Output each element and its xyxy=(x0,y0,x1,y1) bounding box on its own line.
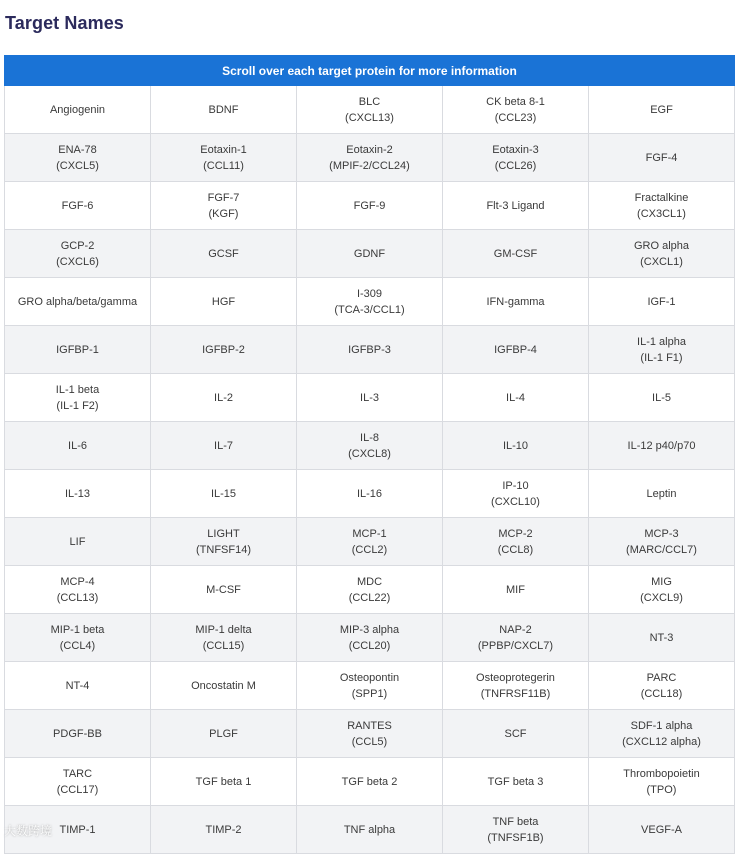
target-protein-cell[interactable] xyxy=(443,278,589,326)
target-protein-cell[interactable] xyxy=(5,710,151,758)
target-name: MIP-1 delta xyxy=(195,623,252,636)
table-header-instruction: Scroll over each target protein for more information xyxy=(5,56,735,86)
target-protein-cell[interactable] xyxy=(589,614,735,662)
target-alias: (CCL13) xyxy=(56,591,99,604)
target-protein-cell[interactable] xyxy=(443,806,589,854)
target-protein-cell[interactable] xyxy=(151,758,297,806)
target-alias: (CCL20) xyxy=(348,639,391,652)
target-protein-cell[interactable] xyxy=(5,662,151,710)
target-name: IL-3 xyxy=(360,391,379,404)
target-protein-cell[interactable] xyxy=(5,758,151,806)
target-names-table xyxy=(4,55,735,854)
table-row xyxy=(5,758,735,806)
target-protein-cell[interactable] xyxy=(443,662,589,710)
target-name: IL-7 xyxy=(214,439,233,452)
table-row xyxy=(5,566,735,614)
target-protein-cell[interactable] xyxy=(589,662,735,710)
target-alias: (CCL23) xyxy=(494,111,537,124)
target-name: Eotaxin-2 xyxy=(346,143,393,156)
target-alias: (CX3CL1) xyxy=(637,207,686,220)
target-name: IGFBP-2 xyxy=(202,343,245,356)
target-protein-cell[interactable] xyxy=(589,86,735,134)
table-row xyxy=(5,470,735,518)
target-name: IL-8 xyxy=(360,431,379,444)
target-name: RANTES xyxy=(347,719,392,732)
target-alias: (CCL26) xyxy=(494,159,537,172)
target-name: NAP-2 xyxy=(499,623,532,636)
target-protein-cell[interactable] xyxy=(151,470,297,518)
target-name: MCP-4 xyxy=(60,575,95,588)
target-alias: (CXCL5) xyxy=(56,159,99,172)
target-name: CK beta 8-1 xyxy=(486,95,545,108)
table-row xyxy=(5,710,735,758)
target-name: IL-10 xyxy=(502,439,529,452)
target-name: Angiogenin xyxy=(49,103,106,116)
target-name: SCF xyxy=(504,727,527,740)
table-row xyxy=(5,374,735,422)
target-name: FGF-4 xyxy=(645,151,678,164)
target-protein-cell[interactable] xyxy=(151,278,297,326)
target-alias: (CCL15) xyxy=(202,639,245,652)
target-protein-cell[interactable] xyxy=(151,326,297,374)
target-name: FGF-7 xyxy=(207,191,240,204)
target-name: ENA-78 xyxy=(58,143,97,156)
target-name: IL-16 xyxy=(356,487,383,500)
target-name: PDGF-BB xyxy=(53,727,102,740)
target-alias: (CCL22) xyxy=(348,591,391,604)
target-name: MCP-3 xyxy=(644,527,679,540)
target-alias: (CCL11) xyxy=(203,159,244,172)
target-protein-cell[interactable] xyxy=(443,230,589,278)
target-protein-cell[interactable] xyxy=(5,134,151,182)
target-alias: (TNFSF1B) xyxy=(487,831,544,844)
target-alias: (CCL8) xyxy=(497,543,534,556)
target-protein-cell[interactable] xyxy=(443,86,589,134)
target-protein-cell[interactable] xyxy=(589,230,735,278)
target-protein-cell[interactable] xyxy=(443,518,589,566)
target-protein-cell[interactable] xyxy=(151,566,297,614)
target-name: GM-CSF xyxy=(493,247,538,260)
target-protein-cell[interactable] xyxy=(589,710,735,758)
target-protein-cell[interactable] xyxy=(5,86,151,134)
target-protein-cell[interactable] xyxy=(297,374,443,422)
target-name: Eotaxin-3 xyxy=(492,143,539,156)
table-row xyxy=(5,806,735,854)
target-name: IL-1 beta xyxy=(55,383,100,396)
table-row xyxy=(5,422,735,470)
target-name: IFN-gamma xyxy=(486,295,545,308)
target-protein-cell[interactable] xyxy=(5,422,151,470)
target-alias: (CCL5) xyxy=(351,735,388,748)
target-protein-cell[interactable] xyxy=(5,374,151,422)
target-name: Oncostatin M xyxy=(191,679,256,692)
watermark-logo: 大数跨境 xyxy=(4,824,53,838)
target-protein-cell[interactable] xyxy=(589,758,735,806)
target-protein-cell[interactable] xyxy=(589,182,735,230)
target-name: FGF-6 xyxy=(61,199,94,212)
target-name: M-CSF xyxy=(206,583,241,596)
target-name: Fractalkine xyxy=(634,191,689,204)
table-row xyxy=(5,326,735,374)
target-protein-cell[interactable] xyxy=(589,470,735,518)
target-name: Eotaxin-1 xyxy=(200,143,247,156)
target-alias: (TNFRSF11B) xyxy=(480,687,551,700)
table-header-row xyxy=(5,56,735,86)
target-protein-cell[interactable] xyxy=(443,134,589,182)
target-name: IGFBP-4 xyxy=(494,343,537,356)
target-protein-cell[interactable] xyxy=(5,326,151,374)
target-protein-cell[interactable] xyxy=(297,422,443,470)
target-protein-cell[interactable] xyxy=(5,278,151,326)
target-protein-cell[interactable] xyxy=(297,86,443,134)
target-protein-cell[interactable] xyxy=(443,326,589,374)
target-protein-cell[interactable] xyxy=(151,662,297,710)
target-protein-cell[interactable] xyxy=(5,566,151,614)
table-row xyxy=(5,134,735,182)
target-name: IL-15 xyxy=(210,487,237,500)
target-name: Leptin xyxy=(646,487,677,500)
target-alias: (MPIF-2/CCL24) xyxy=(329,159,410,172)
target-protein-cell[interactable] xyxy=(443,710,589,758)
target-name: BDNF xyxy=(208,103,239,116)
target-name: NT-4 xyxy=(65,679,90,692)
target-alias: (TPO) xyxy=(646,783,677,796)
target-name: GCP-2 xyxy=(60,239,95,252)
target-name: TNF beta xyxy=(492,815,539,828)
target-name: MIG xyxy=(651,575,672,588)
target-protein-cell[interactable] xyxy=(297,614,443,662)
target-protein-cell[interactable] xyxy=(589,422,735,470)
target-name: MCP-2 xyxy=(498,527,533,540)
target-alias: (KGF) xyxy=(208,207,239,220)
target-protein-cell[interactable] xyxy=(297,182,443,230)
target-name: NT-3 xyxy=(649,631,674,644)
target-name: GRO alpha xyxy=(633,239,690,252)
target-name: IL-6 xyxy=(68,439,87,452)
target-name: TIMP-1 xyxy=(59,823,96,836)
target-name: GDNF xyxy=(353,247,386,260)
target-name: MIF xyxy=(506,583,525,596)
table-row xyxy=(5,662,735,710)
target-alias: (TNFSF14) xyxy=(196,543,251,556)
target-protein-cell[interactable] xyxy=(297,134,443,182)
target-protein-cell[interactable] xyxy=(589,806,735,854)
target-name: TNF alpha xyxy=(343,823,396,836)
target-name: TIMP-2 xyxy=(205,823,242,836)
target-name: IL-13 xyxy=(64,487,91,500)
target-protein-cell[interactable] xyxy=(5,518,151,566)
target-alias: (CXCL12 alpha) xyxy=(622,735,701,748)
target-alias: (CXCL10) xyxy=(491,495,540,508)
target-name: Flt-3 Ligand xyxy=(486,199,545,212)
target-protein-cell[interactable] xyxy=(297,566,443,614)
target-protein-cell[interactable] xyxy=(589,326,735,374)
target-protein-cell[interactable] xyxy=(151,134,297,182)
target-protein-cell[interactable] xyxy=(297,518,443,566)
target-protein-cell[interactable] xyxy=(5,470,151,518)
target-protein-cell[interactable] xyxy=(443,374,589,422)
target-name: PLGF xyxy=(209,727,238,740)
target-protein-cell[interactable] xyxy=(151,86,297,134)
target-alias: (CXCL8) xyxy=(348,447,391,460)
target-protein-cell[interactable] xyxy=(589,134,735,182)
target-name: PARC xyxy=(646,671,677,684)
table-body xyxy=(5,86,735,854)
table-row xyxy=(5,230,735,278)
target-name: IL-4 xyxy=(506,391,525,404)
target-protein-cell[interactable] xyxy=(443,566,589,614)
target-protein-cell[interactable] xyxy=(589,518,735,566)
target-alias: (TCA-3/CCL1) xyxy=(334,303,405,316)
target-name: TGF beta 3 xyxy=(487,775,544,788)
target-alias: (SPP1) xyxy=(351,687,388,700)
target-protein-cell[interactable] xyxy=(151,182,297,230)
target-alias: (CXCL6) xyxy=(56,255,99,268)
target-protein-cell[interactable] xyxy=(151,614,297,662)
page-title: Target Names xyxy=(5,13,124,33)
target-name: MCP-1 xyxy=(352,527,387,540)
target-name: BLC xyxy=(358,95,381,108)
target-name: Thrombopoietin xyxy=(623,767,700,780)
target-name: IL-2 xyxy=(214,391,233,404)
table-row xyxy=(5,86,735,134)
target-name: IGFBP-1 xyxy=(56,343,99,356)
target-protein-cell[interactable] xyxy=(5,614,151,662)
target-alias: (CCL18) xyxy=(640,687,683,700)
target-protein-cell[interactable] xyxy=(443,470,589,518)
target-protein-cell[interactable] xyxy=(297,230,443,278)
target-alias: (MARC/CCL7) xyxy=(626,543,697,556)
target-protein-cell[interactable] xyxy=(151,374,297,422)
target-name: GCSF xyxy=(208,247,239,260)
target-name: MIP-1 beta xyxy=(50,623,105,636)
target-protein-cell[interactable] xyxy=(151,230,297,278)
target-alias: (CXCL13) xyxy=(345,111,394,124)
target-protein-cell[interactable] xyxy=(297,758,443,806)
target-name: GRO alpha/beta/gamma xyxy=(17,295,138,308)
target-name: MIP-3 alpha xyxy=(339,623,400,636)
target-name: MDC xyxy=(356,575,383,588)
target-alias: (IL-1 F1) xyxy=(640,351,683,364)
target-name: IGF-1 xyxy=(647,295,676,308)
target-protein-cell[interactable] xyxy=(297,710,443,758)
target-alias: (CXCL1) xyxy=(640,255,683,268)
target-name: IL-12 p40/p70 xyxy=(627,439,696,452)
table-row xyxy=(5,518,735,566)
target-name: Osteopontin xyxy=(339,671,400,684)
target-name: SDF-1 alpha xyxy=(630,719,693,732)
target-name: IL-5 xyxy=(652,391,671,404)
target-alias: (PPBP/CXCL7) xyxy=(477,639,554,652)
target-protein-cell[interactable] xyxy=(151,806,297,854)
target-name: Osteoprotegerin xyxy=(476,671,555,684)
target-protein-cell[interactable] xyxy=(151,422,297,470)
target-name: FGF-9 xyxy=(353,199,386,212)
target-name: IP-10 xyxy=(502,479,529,492)
table-row xyxy=(5,182,735,230)
target-name: TARC xyxy=(62,767,93,780)
target-alias: (IL-1 F2) xyxy=(56,399,99,412)
target-name: HGF xyxy=(211,295,236,308)
target-name: I-309 xyxy=(356,287,383,300)
target-protein-cell[interactable] xyxy=(443,758,589,806)
target-alias: (CCL17) xyxy=(56,783,99,796)
target-protein-cell[interactable] xyxy=(297,278,443,326)
target-name: VEGF-A xyxy=(641,823,682,836)
target-protein-cell[interactable] xyxy=(443,182,589,230)
target-alias: (CCL4) xyxy=(59,639,96,652)
target-protein-cell[interactable] xyxy=(589,374,735,422)
target-name: IL-1 alpha xyxy=(637,335,686,348)
target-protein-cell[interactable] xyxy=(297,662,443,710)
target-name: EGF xyxy=(650,103,673,116)
target-name: TGF beta 2 xyxy=(341,775,398,788)
target-protein-cell[interactable] xyxy=(589,278,735,326)
target-name: TGF beta 1 xyxy=(195,775,252,788)
target-protein-cell[interactable] xyxy=(297,326,443,374)
target-alias: (CXCL9) xyxy=(640,591,683,604)
target-protein-cell[interactable] xyxy=(5,182,151,230)
target-protein-cell[interactable] xyxy=(5,230,151,278)
target-name: LIF xyxy=(69,535,86,548)
target-protein-cell[interactable] xyxy=(151,518,297,566)
target-protein-cell[interactable] xyxy=(151,710,297,758)
target-protein-cell[interactable] xyxy=(443,614,589,662)
table-row xyxy=(5,278,735,326)
target-protein-cell[interactable] xyxy=(297,806,443,854)
table-row xyxy=(5,614,735,662)
target-name: IGFBP-3 xyxy=(348,343,391,356)
target-protein-cell[interactable] xyxy=(297,470,443,518)
target-alias: (CCL2) xyxy=(351,543,388,556)
target-name: LIGHT xyxy=(207,527,240,540)
target-protein-cell[interactable] xyxy=(589,566,735,614)
target-protein-cell[interactable] xyxy=(443,422,589,470)
